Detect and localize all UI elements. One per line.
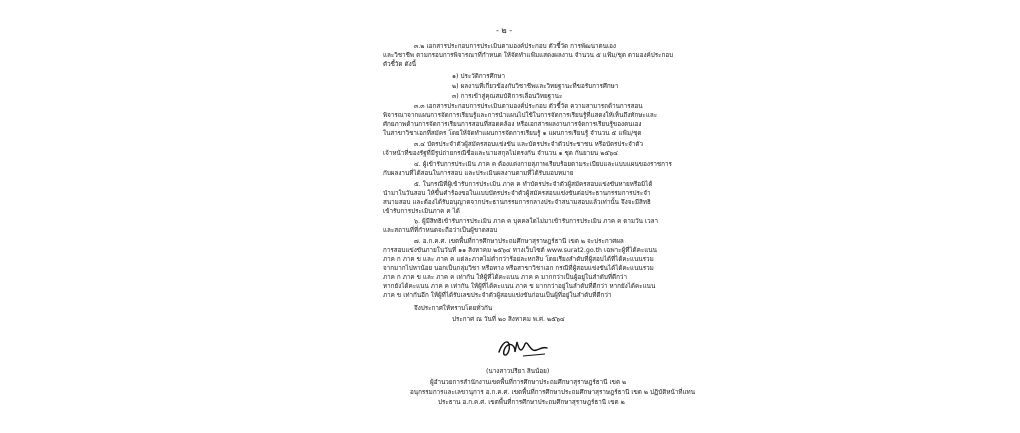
paragraph-line: ๒) ผลงานที่เกี่ยวข้องกับวิชาชีพและวิทยฐานะที่ขอรับการศึกษา xyxy=(452,83,619,90)
paragraph-line: พิจารณาจากแผนการจัดการเรียนรู้และการนำแผนไปใช้ในการจัดการเรียนรู้ที่แสดงให้เห็นถึงทักษะและ xyxy=(383,112,658,119)
handwritten-signature xyxy=(493,330,553,362)
paragraph-line: กับผลงานที่ได้สอนในการสอบ และประเมินผลงานตามที่ได้รับมอบหมาย xyxy=(383,170,574,177)
signatory-position: อนุกรรมการและเลขานุการ อ.ก.ค.ศ. เขตพื้นที่การศึกษาประถมศึกษาสุราษฎร์ธานี เขต ๒ ปฏิบัติหน้าที่แทน xyxy=(410,389,696,396)
paragraph-line: เข้ารับการประเมินภาค ค ได้ xyxy=(383,208,460,215)
paragraph-line: ๓.๒ เอกสารประกอบการประเมินตามองค์ประกอบ ตัวชี้วัด การพัฒนาตนเอง xyxy=(414,43,616,50)
paragraph-line: การสอบแข่งขันภายในวันที่ ๑๑ สิงหาคม ๒๕๖๔ ทางเว็บไซต์ www.surat2.go.th เฉพาะผู้ที่ได้คะแนน xyxy=(383,247,657,254)
paragraph-line: ๗. อ.ก.ค.ศ. เขตพื้นที่การศึกษาประถมศึกษาสุราษฎร์ธานี เขต ๒ จะประกาศผล xyxy=(414,238,624,245)
paragraph-line: ๑) ประวัติการศึกษา xyxy=(452,73,506,80)
paragraph-line: ๓.๓ เอกสารประกอบการประเมินตามองค์ประกอบ ตัวชี้วัด ความสามารถด้านการสอน xyxy=(414,103,643,110)
paragraph-line: ๕. ในกรณีที่ผู้เข้ารับการประเมิน ภาค ค ทำบัตรประจำตัวผู้สมัครสอบแข่งขันหายหรือมิได้ xyxy=(414,181,653,188)
paragraph-line: ๓) การเข้าสู่คุณสมบัติการเลื่อนวิทยฐานะ xyxy=(452,93,563,100)
paragraph-line: สนามสอบ และต้องได้รับอนุญาตจากประธานกรรมการกลางประจำสนามสอบแล้วเท่านั้น จึงจะมีสิทธิ xyxy=(383,199,651,206)
signatory-name: (นางสาวปรียา สินน้อย) xyxy=(486,368,550,375)
paragraph-line: ภาค ก ภาค ข และ ภาค ค เท่ากัน ให้ผู้ที่ได้คะแนน ภาค ค มากกว่าเป็นผู้อยู่ในลำดับที่ดีกว่า xyxy=(383,274,627,281)
paragraph-line: ศักยภาพด้านการจัดการเรียนการสอนที่สอดคล้อง หรือเอกสารผลงานการจัดการเรียนรู้ของตนเอง xyxy=(383,121,642,128)
paragraph-line: ภาค ก ภาค ข และ ภาค ค แต่ละภาคไม่ต่ำกว่าร้อยละหกสิบ โดยเรียงลำดับที่ผู้สอบได้ที่ได้คะแนนรวม xyxy=(383,256,654,263)
paragraph-line: ๓.๔ บัตรประจำตัวผู้สมัครสอบแข่งขัน และบัตรประจำตัวประชาชน หรือบัตรประจำตัว xyxy=(414,141,644,148)
paragraph-line: นำมาในวันสอบ ให้ขึ้นคำร้องขอในแบบบัตรประจำตัวผู้สมัครสอบแข่งขันต่อประธานกรรมการประจำ xyxy=(383,190,651,197)
paragraph-line: ภาค ข เท่ากันอีก ให้ผู้ที่ได้รับเลขประจำตัวผู้สอบแข่งขันก่อนเป็นผู้ที่อยู่ในลำดับที่ดีกว่า xyxy=(383,292,612,299)
signatory-position: ผู้อำนวยการสำนักงานเขตพื้นที่การศึกษาประถมศึกษาสุราษฎร์ธานี เขต ๒ xyxy=(430,379,627,386)
paragraph-line: หากยังได้คะแนน ภาค ค เท่ากัน ให้ผู้ที่ได้คะแนน ภาค ข มากกว่าอยู่ในลำดับที่ดีกว่า หากยังได้คะแนน xyxy=(383,283,656,290)
paragraph-line: และวิชาชีพ ตามกรอบการพิจารณาที่กำหนด ให้จัดทำแฟ้มแสดงผลงาน จำนวน ๕ แฟ้ม/ชุด ตามองค์ประกอบ xyxy=(383,52,674,59)
paragraph-line: ประกาศ ณ วันที่ ๒๐ สิงหาคม พ.ศ. ๒๕๖๔ xyxy=(452,316,565,323)
page-number: - ๒ - xyxy=(496,26,513,35)
paragraph-line: จากมากไปหาน้อย นอกเป็นกลุ่มวิชา หรือทาง หรือสาขาวิชาเอก กรณีที่ผู้สอบแข่งขันได้ได้คะแนนรวม xyxy=(383,265,654,272)
paragraph-line: เจ้าหน้าที่ของรัฐที่มีรูปถ่ายกรณีชื่อและนามสกุลไม่ตรงกัน จำนวน ๑ ชุด กันยายน ๒๕๖๔ xyxy=(383,150,618,157)
signatory-position: ประธาน อ.ก.ค.ศ. เขตพื้นที่การศึกษาประถมศึกษาสุราษฎร์ธานี เขต ๒ xyxy=(438,399,625,406)
paragraph-line: ตัวชี้วัด ดังนี้ xyxy=(383,61,416,68)
paragraph-line: จึงประกาศให้ทราบโดยทั่วกัน xyxy=(414,305,493,312)
paragraph-line: ๖. ผู้มีสิทธิเข้ารับการประเมิน ภาค ค บุคคลใดไม่มาเข้ารับการประเมิน ภาค ค ตามวัน เวลา xyxy=(414,218,659,225)
paragraph-line: ในสาขาวิชาเอกที่สมัคร โดยให้จัดทำแผนการจัดการเรียนรู้ ๑ แผนการเรียนรู้ จำนวน ๕ แฟ้ม/ชุด xyxy=(383,130,642,137)
paragraph-line: และสถานที่ที่กำหนดจะถือว่าเป็นผู้ขาดสอบ xyxy=(383,227,498,234)
paragraph-line: ๔. ผู้เข้ารับการประเมิน ภาค ค ต้องแต่งกายสุภาพเรียบร้อยตามระเบียบและแบบแผนของราชการ xyxy=(414,161,672,168)
